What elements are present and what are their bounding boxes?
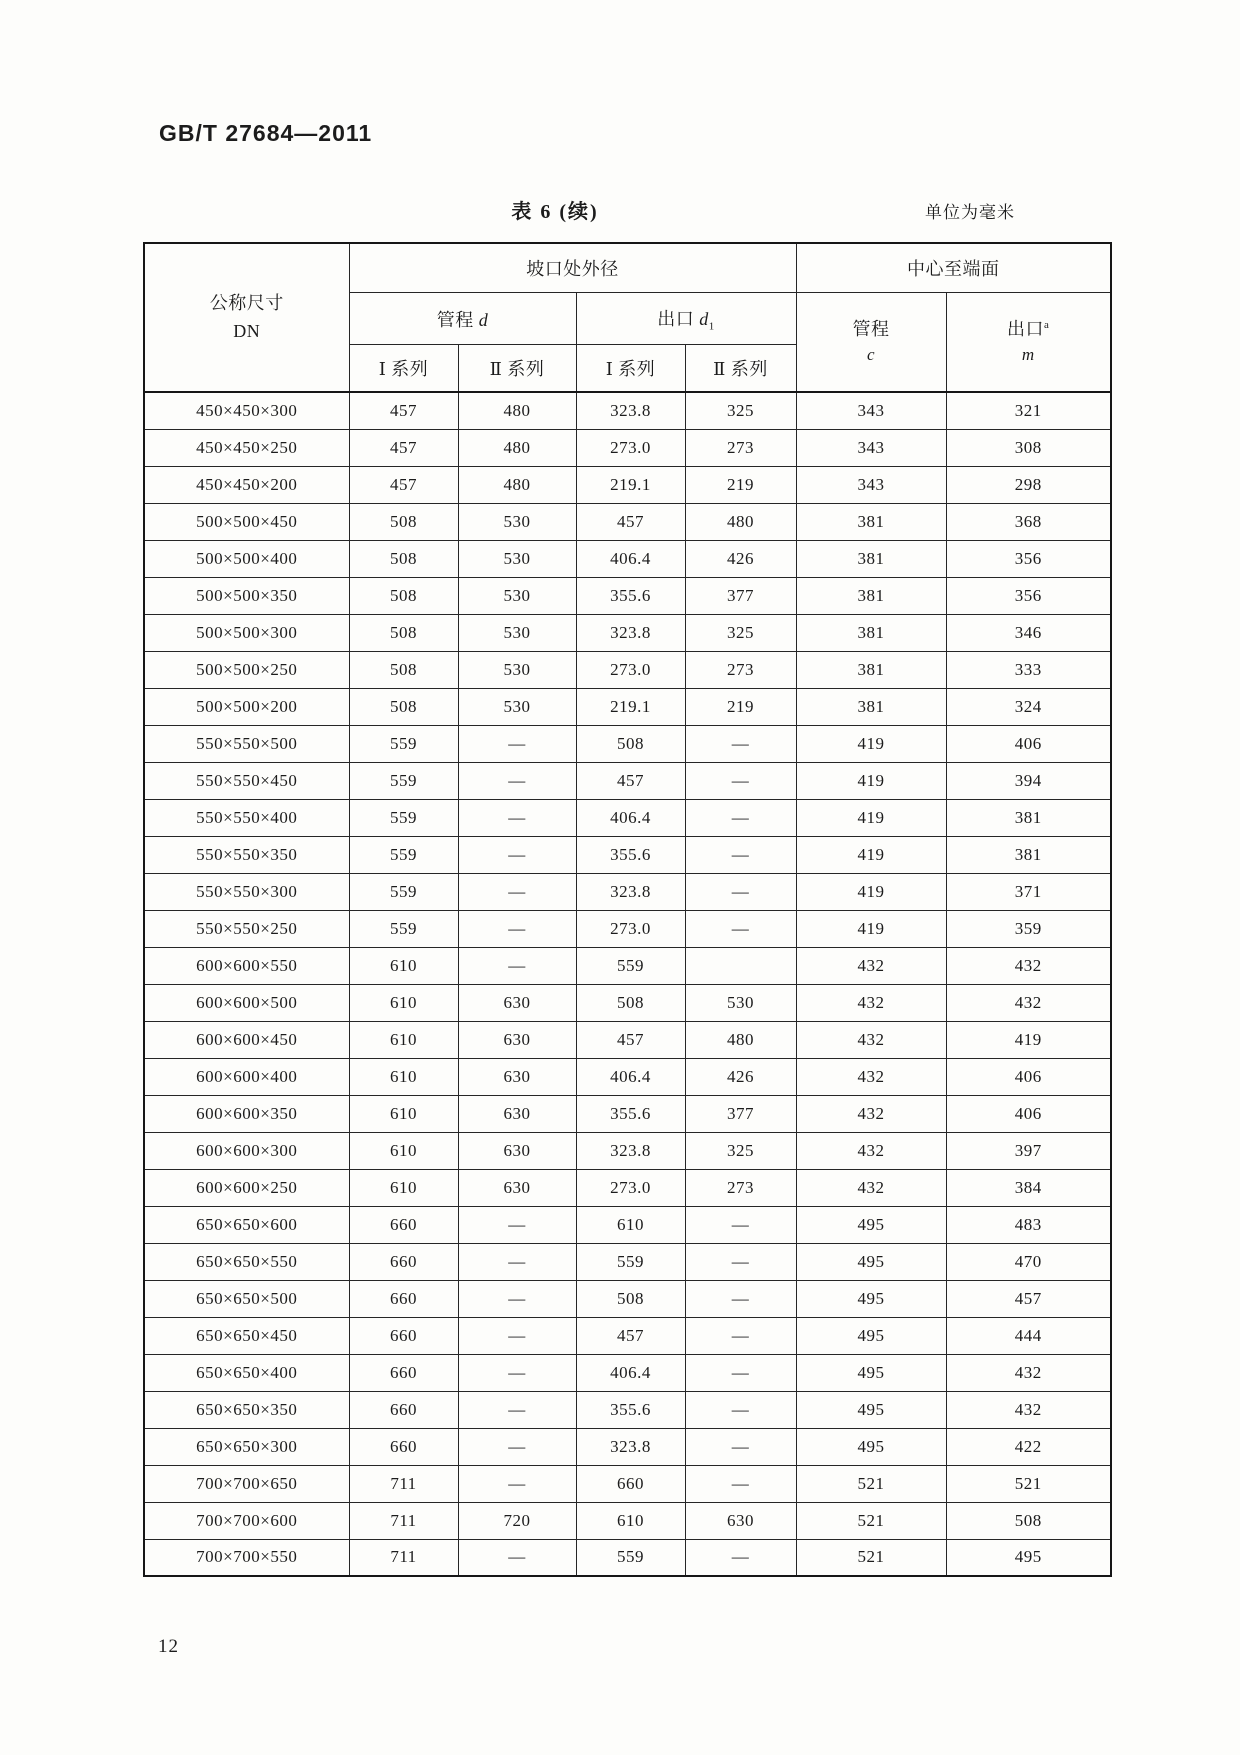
table-row (144, 873, 1111, 910)
outlet-series2-cell: — (685, 1280, 796, 1317)
pipe-series2-cell: — (458, 1354, 576, 1391)
dn-cell: 550×550×450 (144, 762, 349, 799)
pipe-series2-cell: — (458, 836, 576, 873)
outlet-series2-cell: 273 (685, 651, 796, 688)
pipe-series2-cell: — (458, 910, 576, 947)
outlet-series1-cell: 610 (576, 1206, 685, 1243)
header-nominal-size (144, 243, 349, 392)
center-pipe-label: 管程 (852, 318, 890, 339)
pipe-series1-cell: 660 (349, 1243, 458, 1280)
pipe-series1-cell: 711 (349, 1465, 458, 1502)
pipe-series1-cell: 660 (349, 1391, 458, 1428)
pipe-series1-cell: 660 (349, 1354, 458, 1391)
center-pipe-cell: 432 (796, 984, 946, 1021)
pipe-series2-cell: — (458, 1391, 576, 1428)
table-row (144, 1539, 1111, 1576)
pipe-series2-cell: 630 (458, 1095, 576, 1132)
pipe-series1-cell: 559 (349, 910, 458, 947)
center-pipe-cell: 495 (796, 1428, 946, 1465)
pipe-series1-cell: 559 (349, 762, 458, 799)
header-pipe-run-d (349, 293, 576, 345)
outlet-series2-cell: 377 (685, 1095, 796, 1132)
pipe-series1-cell: 711 (349, 1539, 458, 1576)
pipe-series1-cell: 508 (349, 688, 458, 725)
nominal-size-dn-label: DN (233, 320, 261, 341)
header-bevel-od: 坡口处外径 (349, 243, 796, 293)
outlet-series1-cell: 273.0 (576, 429, 685, 466)
pipe-series2-cell: — (458, 1539, 576, 1576)
dn-cell: 500×500×250 (144, 651, 349, 688)
dn-cell: 450×450×200 (144, 466, 349, 503)
pipe-run-label: 管程 (436, 309, 479, 330)
header-center-pipe (796, 293, 946, 393)
center-pipe-cell: 381 (796, 688, 946, 725)
center-outlet-symbol: m (1021, 344, 1035, 364)
center-pipe-cell: 419 (796, 836, 946, 873)
outlet-series1-cell: 559 (576, 947, 685, 984)
outlet-series1-cell: 323.8 (576, 614, 685, 651)
center-pipe-cell: 521 (796, 1502, 946, 1539)
dn-cell: 600×600×350 (144, 1095, 349, 1132)
pipe-series2-cell: 530 (458, 614, 576, 651)
outlet-series1-cell: 273.0 (576, 651, 685, 688)
dn-cell: 650×650×600 (144, 1206, 349, 1243)
outlet-series1-cell: 355.6 (576, 577, 685, 614)
pipe-series2-cell: 530 (458, 651, 576, 688)
center-outlet-label: 出口$^a$ (1007, 318, 1050, 339)
center-pipe-cell: 419 (796, 799, 946, 836)
outlet-series2-cell: — (685, 799, 796, 836)
pipe-series1-cell: 457 (349, 392, 458, 429)
pipe-series1-cell: 508 (349, 577, 458, 614)
center-outlet-cell: 368 (946, 503, 1111, 540)
table-row (144, 651, 1111, 688)
outlet-series2-cell: — (685, 1243, 796, 1280)
dimension-table (143, 242, 1112, 1577)
pipe-series1-cell: 559 (349, 799, 458, 836)
center-pipe-cell: 495 (796, 1354, 946, 1391)
pipe-series1-cell: 610 (349, 1021, 458, 1058)
footnote-a-marker: a (1044, 318, 1050, 331)
pipe-series1-cell: 610 (349, 1058, 458, 1095)
dn-cell: 650×650×450 (144, 1317, 349, 1354)
outlet-series1-cell: 219.1 (576, 466, 685, 503)
pipe-series1-cell: 508 (349, 651, 458, 688)
dn-cell: 650×650×550 (144, 1243, 349, 1280)
dn-cell: 700×700×550 (144, 1539, 349, 1576)
pipe-series1-cell: 457 (349, 429, 458, 466)
nominal-size-label: 公称尺寸 (209, 292, 284, 313)
pipe-series2-cell: 630 (458, 984, 576, 1021)
pipe-series2-cell: 480 (458, 466, 576, 503)
table-row (144, 503, 1111, 540)
dn-cell: 450×450×250 (144, 429, 349, 466)
outlet-series1-cell: 559 (576, 1243, 685, 1280)
pipe-series2-cell: — (458, 1465, 576, 1502)
outlet-series1-cell: 508 (576, 725, 685, 762)
center-outlet-cell: 406 (946, 1058, 1111, 1095)
center-pipe-cell: 495 (796, 1243, 946, 1280)
table-row (144, 540, 1111, 577)
center-outlet-cell: 324 (946, 688, 1111, 725)
dn-cell: 550×550×500 (144, 725, 349, 762)
pipe-series2-cell: 530 (458, 577, 576, 614)
outlet-label: 出口 (657, 308, 700, 329)
pipe-series2-cell: — (458, 1428, 576, 1465)
outlet-series1-cell: 610 (576, 1502, 685, 1539)
pipe-series2-cell: 630 (458, 1169, 576, 1206)
center-outlet-cell: 422 (946, 1428, 1111, 1465)
outlet-series1-cell: 323.8 (576, 1428, 685, 1465)
center-outlet-cell: 381 (946, 799, 1111, 836)
table-title: 表 6 (续) (511, 201, 599, 223)
pipe-series2-cell: 630 (458, 1021, 576, 1058)
pipe-series2-cell: — (458, 1280, 576, 1317)
outlet-series1-cell: 457 (576, 1021, 685, 1058)
dn-cell: 700×700×650 (144, 1465, 349, 1502)
dn-cell: 600×600×450 (144, 1021, 349, 1058)
outlet-series2-cell: 219 (685, 466, 796, 503)
outlet-series1-cell: 457 (576, 762, 685, 799)
center-pipe-cell: 381 (796, 540, 946, 577)
outlet-series2-cell: — (685, 762, 796, 799)
dn-cell: 500×500×350 (144, 577, 349, 614)
pipe-series1-cell: 610 (349, 1132, 458, 1169)
center-outlet-cell: 444 (946, 1317, 1111, 1354)
outlet-series2-cell (685, 947, 796, 984)
center-outlet-cell: 432 (946, 1354, 1111, 1391)
center-pipe-cell: 419 (796, 762, 946, 799)
pipe-series2-cell: — (458, 762, 576, 799)
pipe-series1-cell: 559 (349, 873, 458, 910)
dn-cell: 600×600×500 (144, 984, 349, 1021)
table-row (144, 1206, 1111, 1243)
table-row (144, 1391, 1111, 1428)
outlet-series1-cell: 457 (576, 503, 685, 540)
dn-cell: 600×600×400 (144, 1058, 349, 1095)
outlet-series2-cell: 273 (685, 429, 796, 466)
dn-cell: 450×450×300 (144, 392, 349, 429)
center-outlet-cell: 508 (946, 1502, 1111, 1539)
outlet-series2-cell: — (685, 1206, 796, 1243)
center-pipe-cell: 521 (796, 1465, 946, 1502)
center-pipe-cell: 343 (796, 429, 946, 466)
outlet-series2-cell: — (685, 873, 796, 910)
dn-cell: 650×650×500 (144, 1280, 349, 1317)
center-pipe-cell: 419 (796, 725, 946, 762)
table-row (144, 1354, 1111, 1391)
header-pipe-series-2: Ⅱ 系列 (458, 345, 576, 393)
outlet-series2-cell: — (685, 725, 796, 762)
outlet-series1-cell: 355.6 (576, 1391, 685, 1428)
pipe-series1-cell: 559 (349, 725, 458, 762)
table-row (144, 836, 1111, 873)
center-outlet-cell: 495 (946, 1539, 1111, 1576)
pipe-series2-cell: 530 (458, 540, 576, 577)
table-row (144, 688, 1111, 725)
outlet-series2-cell: 377 (685, 577, 796, 614)
table-row (144, 1317, 1111, 1354)
pipe-series2-cell: — (458, 947, 576, 984)
pipe-series2-cell: 530 (458, 688, 576, 725)
header-outlet-series-2: Ⅱ 系列 (685, 345, 796, 393)
pipe-series2-cell: — (458, 1206, 576, 1243)
center-pipe-cell: 419 (796, 910, 946, 947)
outlet-symbol: d (699, 308, 709, 329)
outlet-series1-cell: 273.0 (576, 910, 685, 947)
pipe-series1-cell: 711 (349, 1502, 458, 1539)
table-row (144, 1021, 1111, 1058)
pipe-series2-cell: — (458, 799, 576, 836)
outlet-series1-cell: 219.1 (576, 688, 685, 725)
dn-cell: 600×600×300 (144, 1132, 349, 1169)
table-row (144, 799, 1111, 836)
outlet-series2-cell: — (685, 1428, 796, 1465)
pipe-series1-cell: 610 (349, 984, 458, 1021)
pipe-series2-cell: 480 (458, 429, 576, 466)
table-row (144, 1465, 1111, 1502)
outlet-series2-cell: — (685, 1354, 796, 1391)
outlet-series2-cell: — (685, 1317, 796, 1354)
pipe-series1-cell: 559 (349, 836, 458, 873)
center-pipe-cell: 495 (796, 1317, 946, 1354)
center-outlet-cell: 406 (946, 725, 1111, 762)
outlet-series1-cell: 660 (576, 1465, 685, 1502)
outlet-series2-cell: 480 (685, 503, 796, 540)
outlet-series1-cell: 355.6 (576, 1095, 685, 1132)
outlet-series1-cell: 508 (576, 984, 685, 1021)
table-row (144, 725, 1111, 762)
center-pipe-cell: 432 (796, 1132, 946, 1169)
dn-cell: 600×600×550 (144, 947, 349, 984)
outlet-series2-cell: 325 (685, 614, 796, 651)
pipe-series1-cell: 508 (349, 614, 458, 651)
pipe-series1-cell: 660 (349, 1206, 458, 1243)
outlet-series2-cell: 325 (685, 392, 796, 429)
center-pipe-cell: 381 (796, 503, 946, 540)
outlet-series1-cell: 406.4 (576, 540, 685, 577)
outlet-series1-cell: 323.8 (576, 392, 685, 429)
outlet-series2-cell: — (685, 1539, 796, 1576)
center-outlet-cell: 483 (946, 1206, 1111, 1243)
dn-cell: 500×500×300 (144, 614, 349, 651)
table-header (144, 243, 1111, 392)
center-outlet-cell: 308 (946, 429, 1111, 466)
table-row (144, 1058, 1111, 1095)
pipe-series1-cell: 660 (349, 1280, 458, 1317)
center-outlet-cell: 333 (946, 651, 1111, 688)
dn-cell: 650×650×300 (144, 1428, 349, 1465)
table-row (144, 577, 1111, 614)
center-outlet-cell: 359 (946, 910, 1111, 947)
outlet-series2-cell: — (685, 1465, 796, 1502)
table-row (144, 1095, 1111, 1132)
outlet-series2-cell: 426 (685, 1058, 796, 1095)
center-outlet-cell: 457 (946, 1280, 1111, 1317)
center-outlet-cell: 470 (946, 1243, 1111, 1280)
dn-cell: 550×550×250 (144, 910, 349, 947)
outlet-series2-cell: 630 (685, 1502, 796, 1539)
dn-cell: 650×650×350 (144, 1391, 349, 1428)
outlet-series2-cell: 273 (685, 1169, 796, 1206)
center-pipe-cell: 343 (796, 466, 946, 503)
pipe-series1-cell: 660 (349, 1317, 458, 1354)
center-pipe-cell: 343 (796, 392, 946, 429)
outlet-series1-cell: 559 (576, 1539, 685, 1576)
dn-cell: 500×500×450 (144, 503, 349, 540)
dn-cell: 650×650×400 (144, 1354, 349, 1391)
pipe-series1-cell: 508 (349, 540, 458, 577)
outlet-series2-cell: 325 (685, 1132, 796, 1169)
standard-code: GB/T 27684—2011 (159, 120, 373, 146)
outlet-symbol-subscript: 1 (708, 320, 715, 333)
center-outlet-cell: 397 (946, 1132, 1111, 1169)
center-outlet-cell: 432 (946, 947, 1111, 984)
center-outlet-cell: 321 (946, 392, 1111, 429)
table-row (144, 1132, 1111, 1169)
pipe-series1-cell: 610 (349, 1169, 458, 1206)
outlet-series1-cell: 508 (576, 1280, 685, 1317)
center-pipe-cell: 521 (796, 1539, 946, 1576)
header-row-1 (144, 243, 1111, 293)
table-row (144, 1428, 1111, 1465)
center-outlet-cell: 394 (946, 762, 1111, 799)
center-pipe-cell: 432 (796, 1169, 946, 1206)
header-center-outlet (946, 293, 1111, 393)
center-pipe-cell: 381 (796, 651, 946, 688)
outlet-series2-cell: — (685, 836, 796, 873)
pipe-series2-cell: 630 (458, 1058, 576, 1095)
pipe-series2-cell: 630 (458, 1132, 576, 1169)
center-pipe-cell: 381 (796, 577, 946, 614)
dimension-table-wrapper (143, 242, 1112, 1577)
header-center-to-end: 中心至端面 (796, 243, 1111, 293)
center-pipe-cell: 495 (796, 1206, 946, 1243)
outlet-series1-cell: 406.4 (576, 1058, 685, 1095)
outlet-series1-cell: 323.8 (576, 1132, 685, 1169)
center-outlet-cell: 432 (946, 984, 1111, 1021)
pipe-series2-cell: 480 (458, 392, 576, 429)
pipe-series1-cell: 457 (349, 466, 458, 503)
center-pipe-symbol: c (866, 344, 876, 364)
center-pipe-cell: 432 (796, 947, 946, 984)
dn-cell: 550×550×400 (144, 799, 349, 836)
dn-cell: 500×500×200 (144, 688, 349, 725)
center-pipe-cell: 432 (796, 1095, 946, 1132)
pipe-series2-cell: — (458, 725, 576, 762)
dn-cell: 550×550×350 (144, 836, 349, 873)
center-pipe-cell: 432 (796, 1058, 946, 1095)
table-row (144, 466, 1111, 503)
center-pipe-cell: 495 (796, 1280, 946, 1317)
pipe-series2-cell: — (458, 873, 576, 910)
outlet-series2-cell: 426 (685, 540, 796, 577)
outlet-series2-cell: 219 (685, 688, 796, 725)
table-row (144, 1169, 1111, 1206)
header-pipe-series-1: Ⅰ 系列 (349, 345, 458, 393)
pipe-series1-cell: 610 (349, 1095, 458, 1132)
dn-cell: 600×600×250 (144, 1169, 349, 1206)
center-outlet-cell: 371 (946, 873, 1111, 910)
table-row (144, 1280, 1111, 1317)
outlet-series2-cell: — (685, 1391, 796, 1428)
center-pipe-cell: 495 (796, 1391, 946, 1428)
dn-cell: 700×700×600 (144, 1502, 349, 1539)
pipe-series2-cell: — (458, 1317, 576, 1354)
center-outlet-cell: 356 (946, 577, 1111, 614)
outlet-series1-cell: 457 (576, 1317, 685, 1354)
pipe-series1-cell: 660 (349, 1428, 458, 1465)
outlet-series1-cell: 323.8 (576, 873, 685, 910)
table-body (144, 392, 1111, 1576)
center-pipe-cell: 381 (796, 614, 946, 651)
dn-cell: 500×500×400 (144, 540, 349, 577)
outlet-series2-cell: — (685, 910, 796, 947)
center-outlet-cell: 356 (946, 540, 1111, 577)
table-row (144, 614, 1111, 651)
center-pipe-cell: 432 (796, 1021, 946, 1058)
center-outlet-cell: 346 (946, 614, 1111, 651)
table-row (144, 984, 1111, 1021)
pipe-series2-cell: — (458, 1243, 576, 1280)
center-outlet-cell: 384 (946, 1169, 1111, 1206)
table-row (144, 947, 1111, 984)
table-row (144, 1243, 1111, 1280)
pipe-run-symbol: d (478, 309, 489, 330)
pipe-series2-cell: 720 (458, 1502, 576, 1539)
outlet-series1-cell: 355.6 (576, 836, 685, 873)
outlet-series2-cell: 530 (685, 984, 796, 1021)
center-outlet-cell: 298 (946, 466, 1111, 503)
center-outlet-cell: 432 (946, 1391, 1111, 1428)
center-outlet-cell: 521 (946, 1465, 1111, 1502)
outlet-series2-cell: 480 (685, 1021, 796, 1058)
pipe-series1-cell: 508 (349, 503, 458, 540)
table-row (144, 910, 1111, 947)
center-outlet-cell: 381 (946, 836, 1111, 873)
header-outlet-series-1: Ⅰ 系列 (576, 345, 685, 393)
outlet-series1-cell: 406.4 (576, 1354, 685, 1391)
outlet-series1-cell: 273.0 (576, 1169, 685, 1206)
center-outlet-cell: 419 (946, 1021, 1111, 1058)
pipe-series2-cell: 530 (458, 503, 576, 540)
unit-note: 单位为毫米 (925, 203, 1015, 222)
header-outlet-d1 (576, 293, 796, 345)
table-row (144, 762, 1111, 799)
page-number: 12 (158, 1636, 179, 1657)
pipe-series1-cell: 610 (349, 947, 458, 984)
table-row (144, 1502, 1111, 1539)
center-pipe-cell: 419 (796, 873, 946, 910)
center-outlet-cell: 406 (946, 1095, 1111, 1132)
table-row (144, 392, 1111, 429)
table-row (144, 429, 1111, 466)
outlet-series1-cell: 406.4 (576, 799, 685, 836)
dn-cell: 550×550×300 (144, 873, 349, 910)
